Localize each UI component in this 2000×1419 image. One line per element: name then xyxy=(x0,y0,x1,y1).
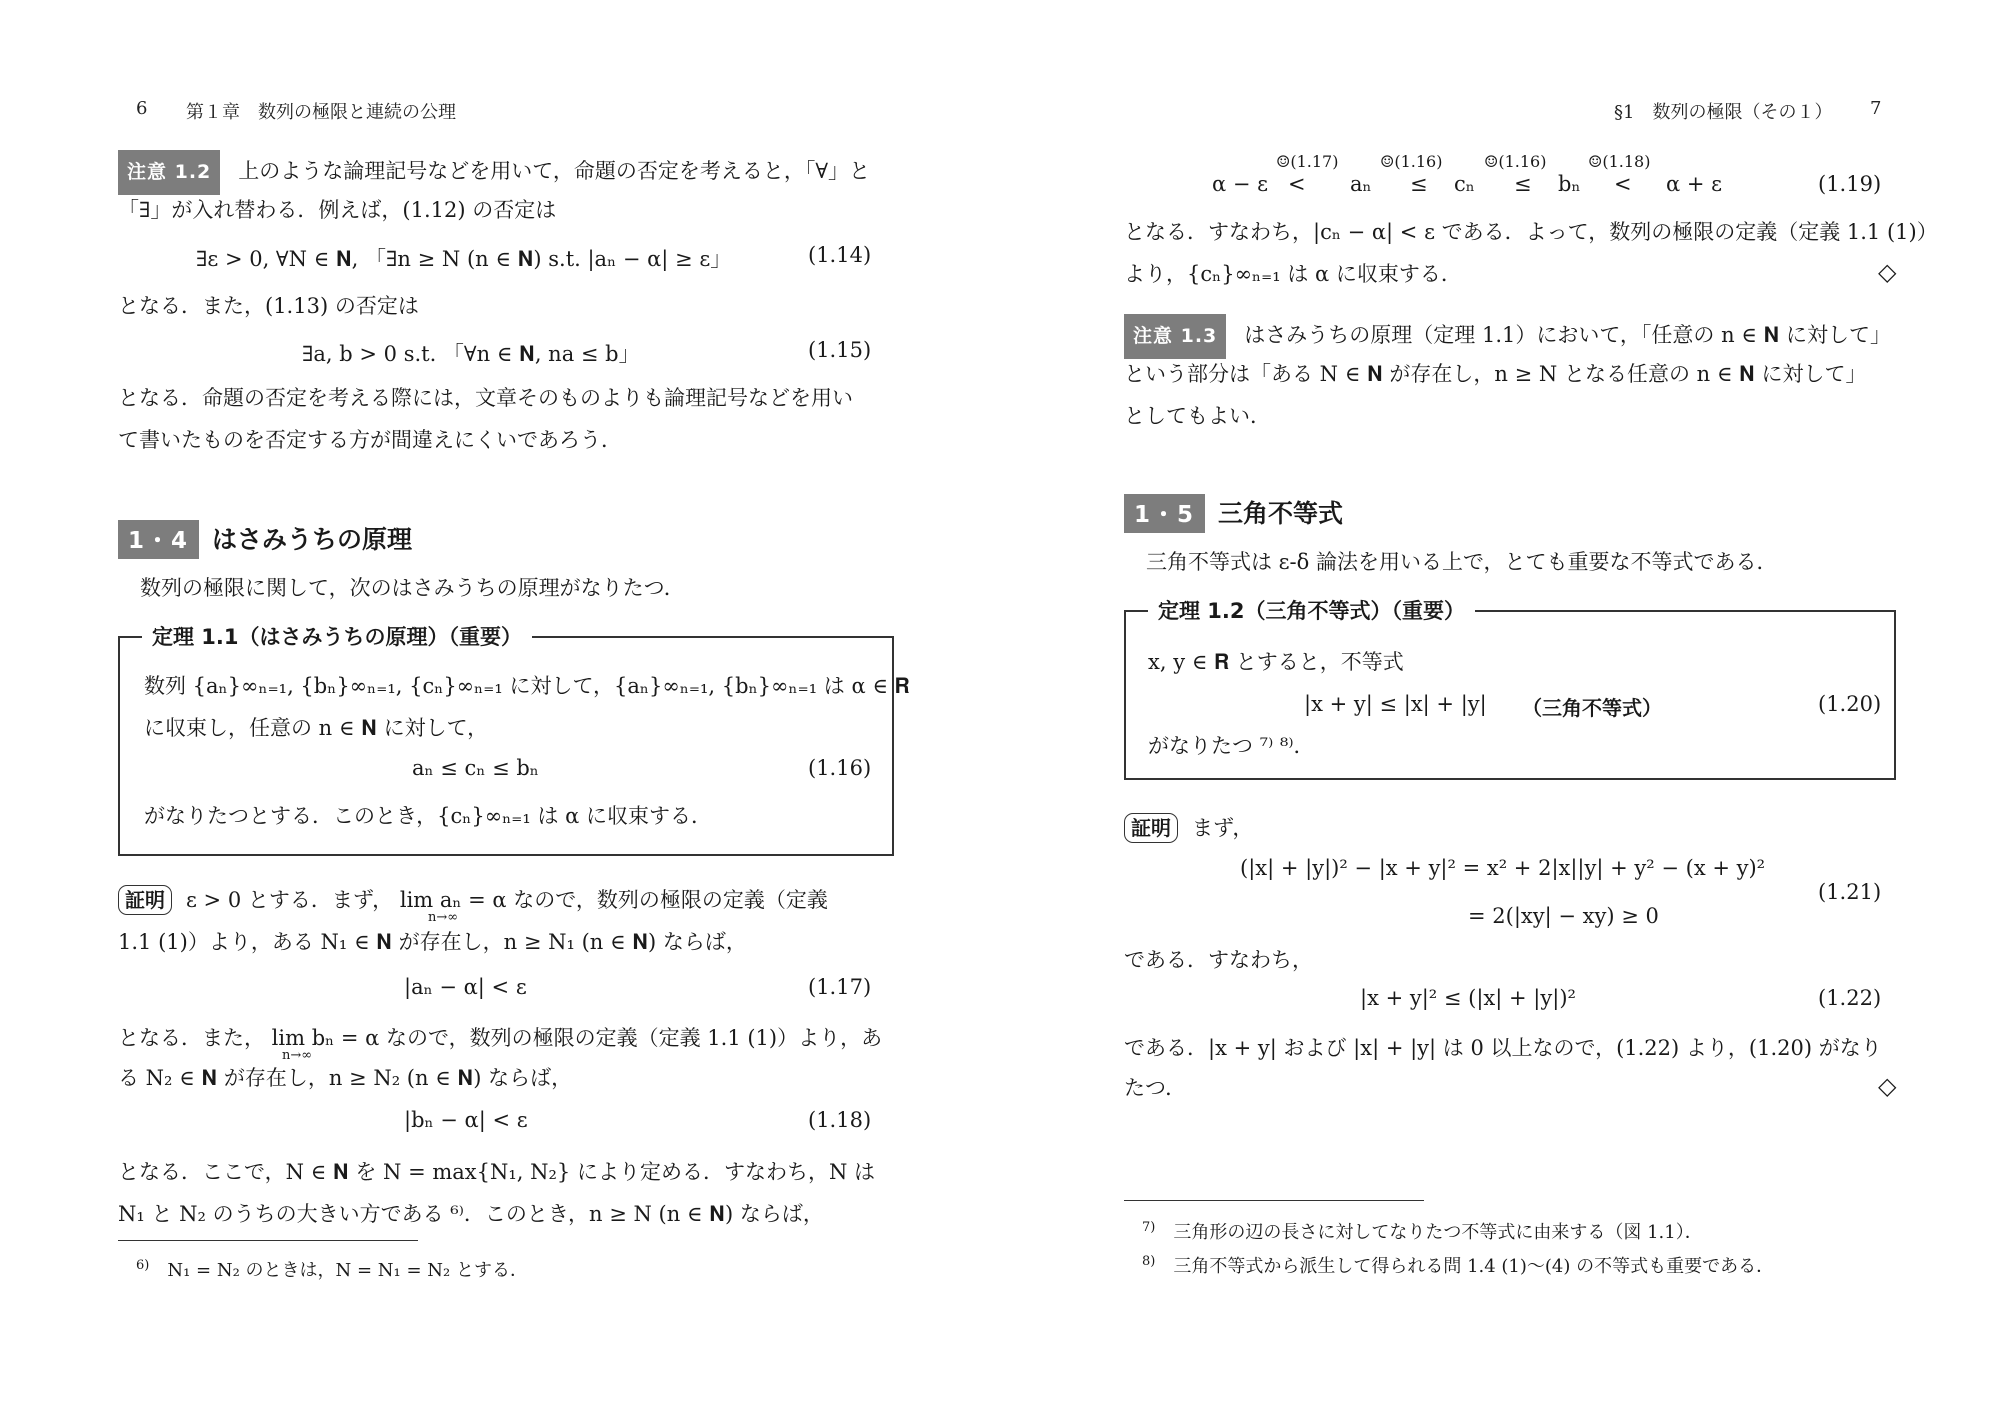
theorem-line1: x, y ∈ 𝐑 とすると，不等式 xyxy=(1148,650,1404,674)
equation-number: (1.18) xyxy=(808,1108,872,1132)
note-1-2-line4: となる．命題の否定を考える際には，文章そのものよりも論理記号などを用い xyxy=(118,386,853,410)
eq-term: < xyxy=(1614,172,1632,196)
eq-term: aₙ xyxy=(1350,172,1372,196)
theorem-line2: がなりたつ ⁷⁾ ⁸⁾． xyxy=(1148,734,1315,758)
footnote-7: $^{7)}$ 三角形の辺の長さに対してなりたつ不等式に由来する（図 1.1）． xyxy=(1142,1220,1703,1243)
equation-1-17: |aₙ − α| < ε xyxy=(404,975,527,999)
overset-label: ☺(1.16) xyxy=(1484,152,1547,171)
note-1-2-line2: 「∃」が入れ替わる．例えば，(1.12) の否定は xyxy=(118,198,557,222)
equation-1-21a: (|x| + |y|)² − |x + y|² = x² + 2|x||y| + y² − (x + y)² xyxy=(1240,856,1766,880)
lim-subscript: n→∞ xyxy=(282,1048,313,1063)
note-1-3-line2: という部分は「ある N ∈ 𝐍 が存在し，n ≥ N となる任意の n ∈ 𝐍 に対して」 xyxy=(1124,362,1867,386)
proof-line4: る N₂ ∈ 𝐍 が存在し，n ≥ N₂ (n ∈ 𝐍) ならば， xyxy=(118,1066,573,1090)
note-badge: 注意 1.3 xyxy=(1124,314,1226,359)
right-page xyxy=(1000,0,2000,1419)
note-1-2-line3: となる．また，(1.13) の否定は xyxy=(118,294,419,318)
proof-badge: 証明 xyxy=(1124,813,1178,843)
theorem-1-1-box xyxy=(118,625,910,856)
equation-1-18: |bₙ − α| < ε xyxy=(404,1108,528,1132)
equation-1-15: ∃a, b > 0 s.t. 「∀n ∈ 𝐍, na ≤ b」 xyxy=(302,342,640,366)
note-1-3-line1: 注意 1.3 はさみうちの原理（定理 1.1）において，「任意の n ∈ 𝐍 に対して」 xyxy=(1124,314,1891,359)
equation-number: (1.22) xyxy=(1818,986,1882,1010)
equation-number: (1.17) xyxy=(808,975,872,999)
note-badge: 注意 1.2 xyxy=(118,150,220,195)
section-intro: 三角不等式は ε-δ 論法を用いる上で，とても重要な不等式である． xyxy=(1146,550,1778,574)
theorem-1-2-box xyxy=(1124,599,1896,780)
eq-term: ≤ xyxy=(1410,172,1428,196)
footnote-rule xyxy=(118,1240,418,1241)
equation-label: （三角不等式） xyxy=(1522,696,1662,720)
equation-1-16: aₙ ≤ cₙ ≤ bₙ xyxy=(412,756,539,780)
page-number: 7 xyxy=(1870,98,1882,119)
footnote-8: $^{8)}$ 三角不等式から派生して得られる問 1.4 (1)〜(4) の不等式も重要である． xyxy=(1142,1254,1775,1277)
qed-mark: ◇ xyxy=(1878,1072,1897,1100)
proof-badge: 証明 xyxy=(118,885,172,915)
equation-number: (1.21) xyxy=(1818,880,1882,904)
equation-number: (1.20) xyxy=(1818,692,1882,716)
page-number: 6 xyxy=(136,98,148,119)
note-1-2-line1: 注意 1.2 上のような論理記号などを用いて，命題の否定を考えると，「∀」と xyxy=(118,150,870,195)
theorem-title: 定理 1.1（はさみうちの原理）（重要） xyxy=(142,621,532,651)
proof-line2: 1.1 (1)）より，ある N₁ ∈ 𝐍 が存在し，n ≥ N₁ (n ∈ 𝐍) ならば， xyxy=(118,930,747,954)
eq-term: < xyxy=(1288,172,1306,196)
theorem-line1: 数列 {aₙ}∞ₙ₌₁, {bₙ}∞ₙ₌₁, {cₙ}∞ₙ₌₁ に対して，{aₙ}∞ₙ₌₁, {bₙ}∞ₙ₌₁ は α ∈ 𝐑 xyxy=(144,674,910,698)
section-badge: 1・4 xyxy=(118,520,199,559)
proof-line3: となる．また， lim bₙ = α なので，数列の極限の定義（定義 1.1 (1)）より，あ xyxy=(118,1026,883,1050)
equation-1-21b: = 2(|xy| − xy) ≥ 0 xyxy=(1468,904,1659,928)
proof-line1: 証明 ε > 0 とする．まず， lim aₙ = α なので，数列の極限の定義（定義 xyxy=(118,880,828,920)
equation-number: (1.19) xyxy=(1818,172,1882,196)
after-eq-line1: となる．すなわち，|cₙ − α| < ε である．よって，数列の極限の定義（定義 1.1 (1)） xyxy=(1124,220,1938,244)
proof-line1: 証明 まず， xyxy=(1124,808,1253,848)
overset-label: ☺(1.17) xyxy=(1276,152,1339,171)
theorem-line3: がなりたつとする．このとき，{cₙ}∞ₙ₌₁ は α に収束する． xyxy=(144,804,713,828)
proof-line6: N₁ と N₂ のうちの大きい方である ⁶⁾．このとき，n ≥ N (n ∈ 𝐍) ならば， xyxy=(118,1202,824,1226)
equation-number: (1.14) xyxy=(808,243,872,267)
section-badge: 1・5 xyxy=(1124,494,1205,533)
overset-label: ☺(1.16) xyxy=(1380,152,1443,171)
section-header: §1 数列の極限（その１） xyxy=(1614,102,1833,123)
eq-term: bₙ xyxy=(1558,172,1581,196)
note-1-3-line3: としてもよい． xyxy=(1124,404,1271,428)
proof-line2: である．すなわち， xyxy=(1124,948,1313,972)
section-title: はさみうちの原理 xyxy=(212,525,413,554)
eq-term: ≤ xyxy=(1514,172,1532,196)
equation-1-22: |x + y|² ≤ (|x| + |y|)² xyxy=(1360,986,1576,1010)
section-title: 三角不等式 xyxy=(1218,499,1344,528)
proof-line3: である．|x + y| および |x| + |y| は 0 以上なので，(1.22) より，(1.20) がなり xyxy=(1124,1036,1882,1060)
chapter-header: 第１章 数列の極限と連続の公理 xyxy=(186,102,456,123)
eq-term: α + ε xyxy=(1666,172,1723,196)
theorem-line2: に収束し，任意の n ∈ 𝐍 に対して， xyxy=(144,716,489,740)
eq-term: cₙ xyxy=(1454,172,1475,196)
theorem-title: 定理 1.2（三角不等式）（重要） xyxy=(1148,595,1475,625)
equation-1-20: |x + y| ≤ |x| + |y| xyxy=(1304,692,1487,716)
equation-number: (1.15) xyxy=(808,338,872,362)
qed-mark: ◇ xyxy=(1878,258,1897,286)
overset-label: ☺(1.18) xyxy=(1588,152,1651,171)
lim-subscript: n→∞ xyxy=(428,910,459,925)
footnote-rule xyxy=(1124,1200,1424,1201)
section-intro: 数列の極限に関して，次のはさみうちの原理がなりたつ． xyxy=(140,576,685,600)
proof-line5: となる．ここで，N ∈ 𝐍 を N = max{N₁, N₂} により定める．すなわち，N は xyxy=(118,1160,875,1184)
footnote-6: $^{6)}$ N₁ = N₂ のときは，N = N₁ = N₂ とする． xyxy=(136,1258,528,1281)
equation-number: (1.16) xyxy=(808,756,872,780)
proof-line4: たつ． xyxy=(1124,1076,1187,1100)
eq-term: α − ε xyxy=(1212,172,1269,196)
equation-1-14: ∃ε > 0, ∀N ∈ 𝐍, 「∃n ≥ N (n ∈ 𝐍) s.t. |aₙ − α| ≥ ε」 xyxy=(196,247,732,271)
note-1-2-line5: て書いたものを否定する方が間違えにくいであろう． xyxy=(118,428,622,452)
after-eq-line2: より，{cₙ}∞ₙ₌₁ は α に収束する． xyxy=(1124,262,1462,286)
